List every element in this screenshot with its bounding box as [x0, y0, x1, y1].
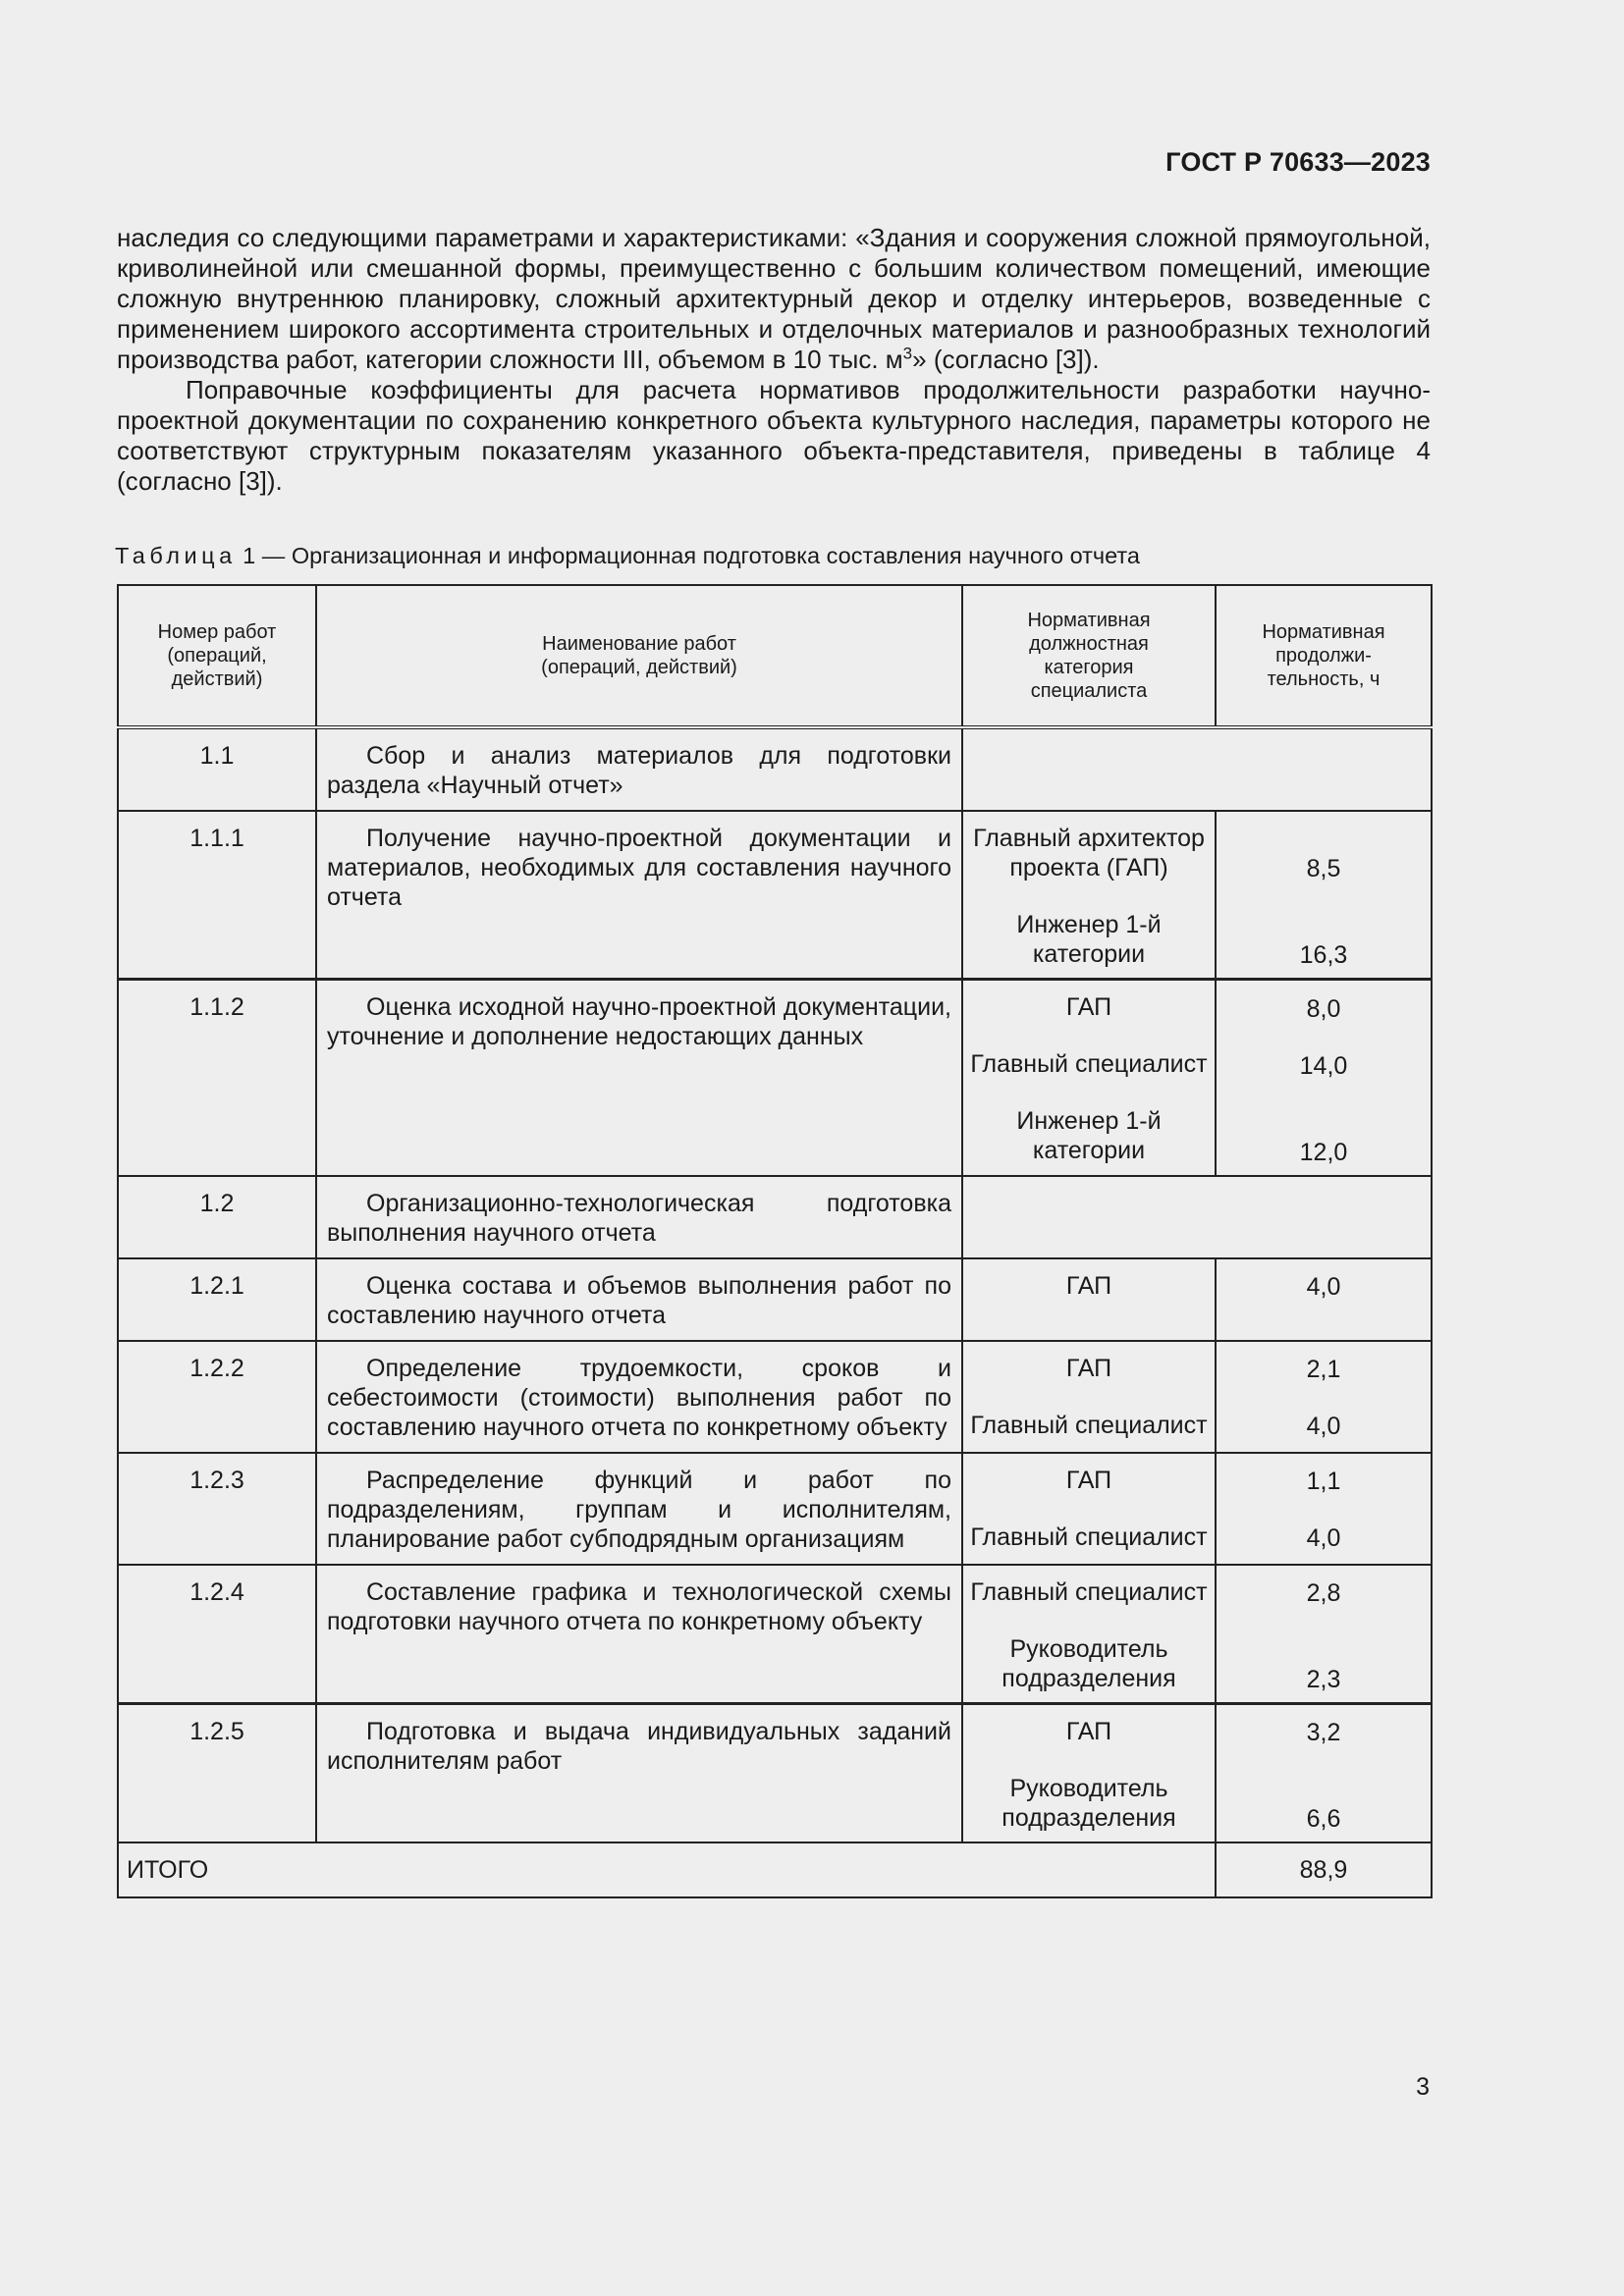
category-entry: Инженер 1-й категории — [1016, 911, 1162, 968]
table-body — [118, 727, 1432, 1842]
category-entry: ГАП — [1065, 1271, 1112, 1300]
table-row — [118, 1703, 1432, 1842]
category-entry: ГАП — [1065, 993, 1112, 1021]
row-number: 1.1.1 — [118, 811, 316, 980]
duration-entry: 16,3 — [1299, 941, 1348, 969]
row-number: 1.2.4 — [118, 1565, 316, 1704]
table-row — [118, 1565, 1432, 1704]
duration-entry: 4,0 — [1306, 1412, 1341, 1440]
category-entry: Главный специалист — [970, 1522, 1208, 1551]
duration-entry: 8,0 — [1306, 994, 1341, 1023]
table-row — [118, 980, 1432, 1176]
row-duration — [1216, 811, 1432, 980]
work-table — [117, 584, 1433, 1898]
row-name: Подготовка и выдача индивидуальных заданий исполнителям работ — [316, 1703, 962, 1842]
row-duration — [1216, 1703, 1432, 1842]
row-name: Сбор и анализ материалов для подготовки раздела «Научный отчет» — [316, 727, 962, 811]
header-duration: Нормативная продолжи-тельность, ч — [1216, 585, 1432, 727]
row-category — [962, 1703, 1216, 1842]
duration-entry: 6,6 — [1306, 1805, 1341, 1833]
duration-entry: 3,2 — [1306, 1719, 1341, 1746]
paragraph-1: наследия со следующими параметрами и характеристиками: «Здания и сооружения сложной прямоугольной, криволинейной или смешанной формы, преимущественно с большим количеством помещений, имеющие сложную внутреннюю планировку, сложный архитектурный декор и отделку интерьеров, возведенные с применением широкого ассортимента строительных и отделочных материалов и разнообразных технологий производства работ, категории сложности III, объемом в 10 тыс. $м^3$» (согласно [3]). — [117, 223, 1431, 374]
body-text — [117, 223, 1431, 497]
row-name: Оценка исходной научно-проектной документации, уточнение и дополнение недостающих данных — [316, 980, 962, 1176]
document-code: ГОСТ Р 70633—2023 — [1165, 147, 1431, 177]
row-name: Получение научно-проектной документации и материалов, необходимых для составления научного отчета — [316, 811, 962, 980]
row-number: 1.1.2 — [118, 980, 316, 1176]
row-duration — [1216, 1341, 1432, 1453]
category-entry: Главный специалист — [970, 1577, 1208, 1606]
row-name: Составление графика и технологической схемы подготовки научного отчета по конкретному объекту — [316, 1565, 962, 1704]
row-category — [962, 1258, 1216, 1341]
header-number: Номер работ (операций, действий) — [118, 585, 316, 727]
duration-entry: 4,0 — [1306, 1523, 1341, 1552]
row-duration — [1216, 1565, 1432, 1704]
total-row — [118, 1842, 1432, 1897]
category-entry: ГАП — [1065, 1717, 1112, 1745]
duration-entry: 14,0 — [1299, 1051, 1348, 1080]
row-category — [962, 1341, 1216, 1453]
table-row — [118, 811, 1432, 980]
row-number: 1.1 — [118, 727, 316, 811]
total-label: ИТОГО — [118, 1842, 1216, 1897]
duration-entry: 2,3 — [1306, 1665, 1341, 1693]
duration-entry: 12,0 — [1299, 1138, 1348, 1166]
row-merged-empty — [962, 727, 1432, 811]
row-category — [962, 1453, 1216, 1565]
row-duration — [1216, 980, 1432, 1176]
duration-entry: 1,1 — [1306, 1467, 1341, 1495]
category-entry: Руководитель подразделения — [1001, 1774, 1176, 1832]
row-duration — [1216, 1258, 1432, 1341]
total-value: 88,9 — [1216, 1842, 1432, 1897]
category-entry: Главный специалист — [970, 1050, 1208, 1078]
category-entry: Руководитель подразделения — [1001, 1634, 1176, 1692]
row-category — [962, 1565, 1216, 1704]
category-entry: ГАП — [1065, 1466, 1112, 1494]
row-category — [962, 811, 1216, 980]
category-entry: ГАП — [1065, 1354, 1112, 1382]
row-category — [962, 980, 1216, 1176]
duration-entry: 4,0 — [1306, 1272, 1341, 1301]
duration-entry: 2,1 — [1306, 1355, 1341, 1383]
row-name: Оценка состава и объемов выполнения работ по составлению научного отчета — [316, 1258, 962, 1341]
row-name: Организационно-технологическая подготовка выполнения научного отчета — [316, 1176, 962, 1258]
paragraph-2: Поправочные коэффициенты для расчета нормативов продолжительности разработки научно-проектной документации по сохранению конкретного объекта культурного наследия, параметры которого не соответствуют структурным показателям указанного объекта-представителя, приведены в таблице 4 (согласно [3]). — [117, 375, 1431, 496]
table-row — [118, 1258, 1432, 1341]
row-number: 1.2.2 — [118, 1341, 316, 1453]
page-number: 3 — [1416, 2073, 1430, 2101]
row-number: 1.2 — [118, 1176, 316, 1258]
table-row — [118, 1453, 1432, 1565]
row-duration — [1216, 1453, 1432, 1565]
duration-entry: 2,8 — [1306, 1578, 1341, 1607]
row-name: Распределение функций и работ по подразделениям, группам и исполнителям, планирование работ субподрядным организациям — [316, 1453, 962, 1565]
header-category: Нормативная должностная категория специалиста — [962, 585, 1216, 727]
row-number: 1.2.5 — [118, 1703, 316, 1842]
table-row — [118, 727, 1432, 811]
table-row — [118, 1341, 1432, 1453]
row-merged-empty — [962, 1176, 1432, 1258]
category-entry: Главный специалист — [970, 1411, 1208, 1439]
category-entry: Главный архитектор проекта (ГАП) — [973, 825, 1205, 881]
category-entry: Инженер 1-й категории — [1016, 1107, 1162, 1164]
row-number: 1.2.3 — [118, 1453, 316, 1565]
table-row — [118, 1176, 1432, 1258]
row-name: Определение трудоемкости, сроков и себестоимости (стоимости) выполнения работ по составлению научного отчета по конкретному объекту — [316, 1341, 962, 1453]
table-caption: Таблица 1 — Организационная и информационная подготовка составления научного отчета — [115, 543, 1141, 568]
table-header-row — [118, 585, 1432, 727]
row-number: 1.2.1 — [118, 1258, 316, 1341]
header-name: Наименование работ (операций, действий) — [316, 585, 962, 727]
duration-entry: 8,5 — [1306, 855, 1341, 882]
